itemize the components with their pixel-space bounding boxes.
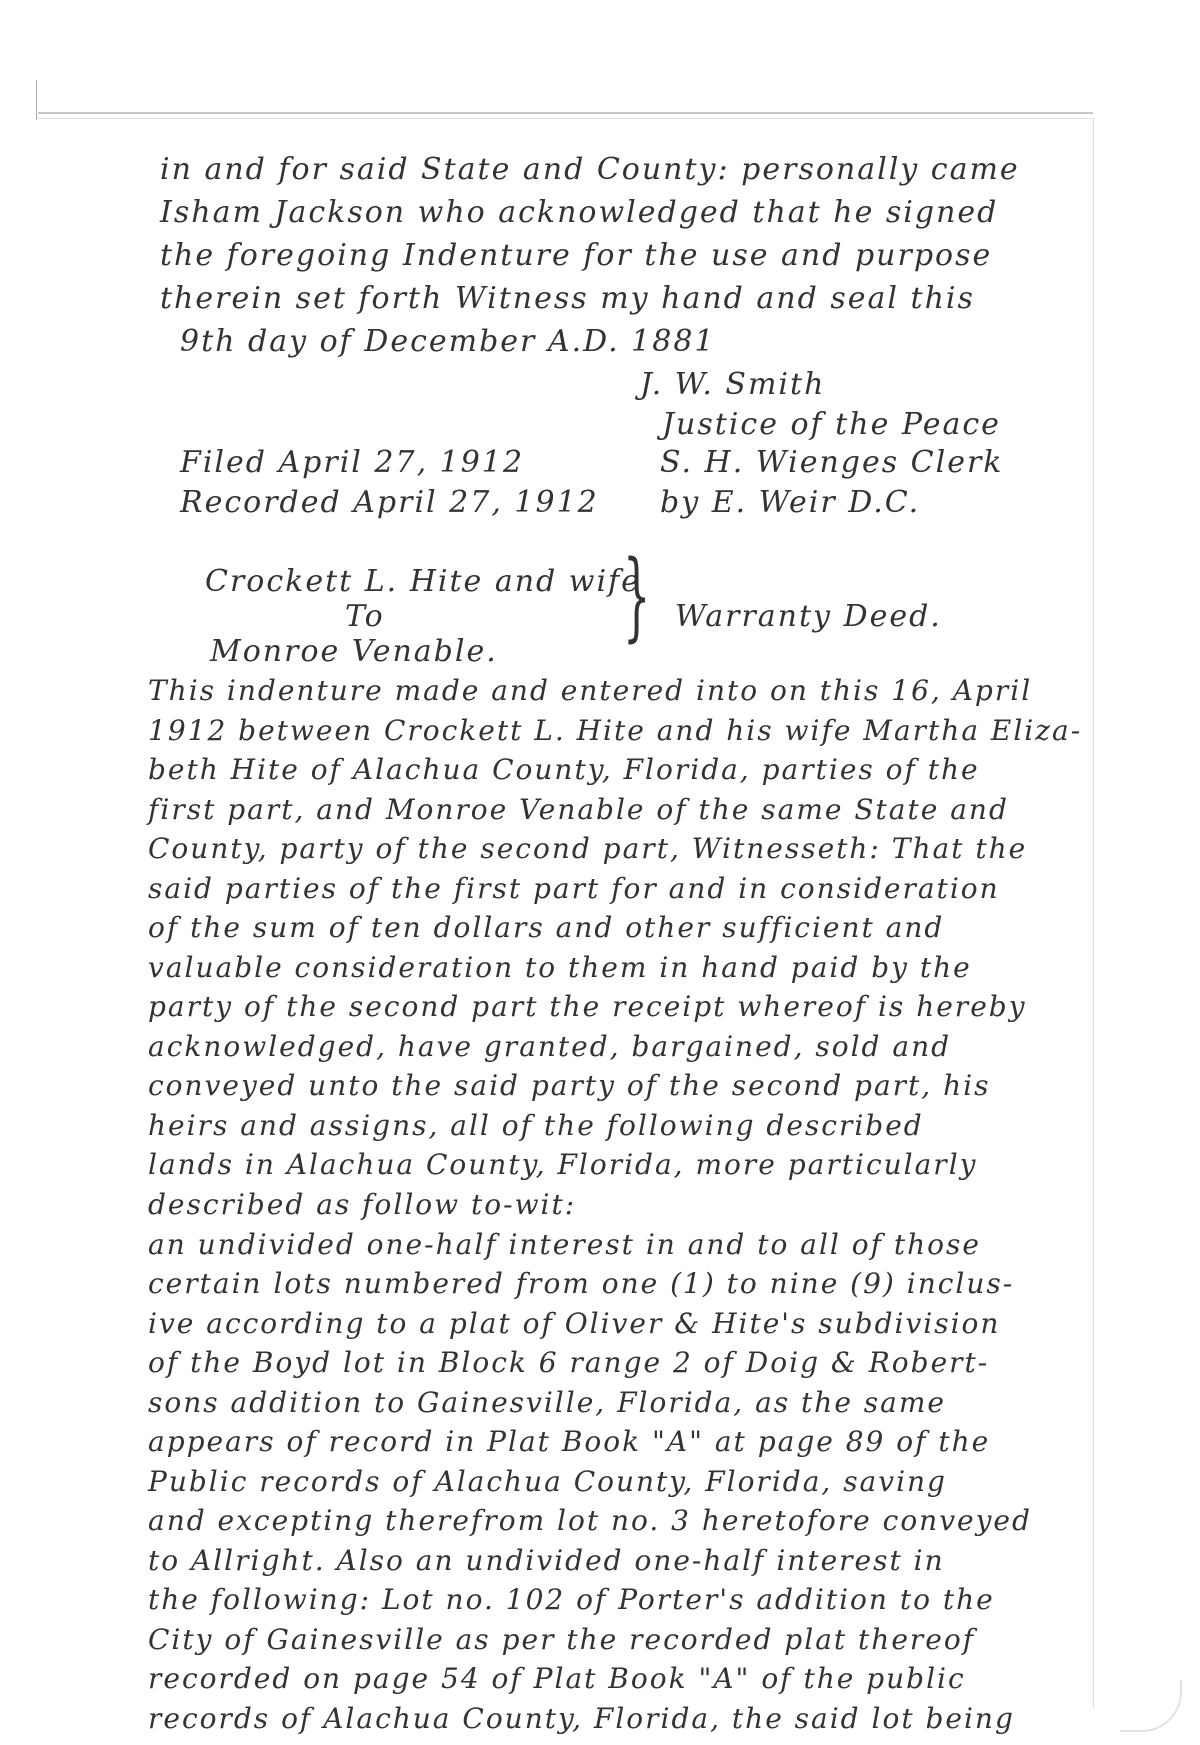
ack-line-1: in and for said State and County: personally came [160,152,1020,187]
body-line-1: This indenture made and entered into on this 16, April [148,674,1033,707]
margin-tick [36,80,37,120]
body-line-21: Public records of Alachua County, Florida, saving [148,1465,947,1498]
body-line-10: acknowledged, have granted, bargained, sold and [148,1030,952,1063]
ack-line-5: 9th day of December A.D. 1881 [180,324,716,359]
recorded-date: Recorded April 27, 1912 [180,485,599,520]
body-line-5: County, party of the second part, Witnesseth: That the [148,832,1028,865]
body-line-23: to Allright. Also an undivided one-half interest in [148,1544,945,1577]
body-line-25: City of Gainesville as per the recorded plat thereof [148,1623,976,1656]
body-line-3: beth Hite of Alachua County, Florida, parties of the [148,753,980,786]
body-line-6: said parties of the first part for and in consideration [148,872,1000,905]
body-line-11: conveyed unto the said party of the second part, his [148,1069,991,1102]
deputy-signature: by E. Weir D.C. [660,485,921,520]
body-line-15: an undivided one-half interest in and to all of those [148,1228,981,1261]
bracket-brace: } [623,540,651,652]
justice-signature: J. W. Smith [640,367,826,402]
justice-title: Justice of the Peace [662,407,1001,442]
body-line-8: valuable consideration to them in hand paid by the [148,951,972,984]
top-rule-secondary [38,118,1093,119]
deed-to: To [345,599,385,634]
body-line-13: lands in Alachua County, Florida, more particularly [148,1148,978,1181]
deed-type: Warranty Deed. [675,599,942,634]
ack-line-2: Isham Jackson who acknowledged that he signed [160,195,999,230]
body-line-26: recorded on page 54 of Plat Book "A" of the public [148,1662,966,1695]
top-rule [38,112,1093,114]
filed-date: Filed April 27, 1912 [180,445,525,480]
body-line-20: appears of record in Plat Book "A" at page 89 of the [148,1425,991,1458]
grantor-name: Crockett L. Hite and wife [205,564,641,599]
body-line-2: 1912 between Crockett L. Hite and his wife Martha Eliza- [148,714,1083,747]
grantee-name: Monroe Venable. [210,634,498,669]
body-line-18: of the Boyd lot in Block 6 range 2 of Doig & Robert- [148,1346,990,1379]
body-line-19: sons addition to Gainesville, Florida, as the same [148,1386,946,1419]
body-line-14: described as follow to-wit: [148,1188,577,1221]
body-line-7: of the sum of ten dollars and other sufficient and [148,911,945,944]
body-line-16: certain lots numbered from one (1) to nine (9) inclus- [148,1267,1015,1300]
body-line-17: ive according to a plat of Oliver & Hite's subdivision [148,1307,1001,1340]
body-line-4: first part, and Monroe Venable of the same State and [148,793,1009,826]
ack-line-4: therein set forth Witness my hand and seal this [160,281,975,316]
body-line-12: heirs and assigns, all of the following described [148,1109,924,1142]
body-line-9: party of the second part the receipt whereof is hereby [148,990,1027,1023]
body-line-24: the following: Lot no. 102 of Porter's addition to the [148,1583,995,1616]
body-line-27: records of Alachua County, Florida, the said lot being [148,1702,1015,1735]
ack-line-3: the foregoing Indenture for the use and purpose [160,238,993,273]
body-line-22: and excepting therefrom lot no. 3 heretofore conveyed [148,1504,1032,1537]
clerk-signature: S. H. Wienges Clerk [660,445,1004,480]
right-margin-rule [1093,118,1094,1708]
page-corner [1120,1680,1182,1732]
